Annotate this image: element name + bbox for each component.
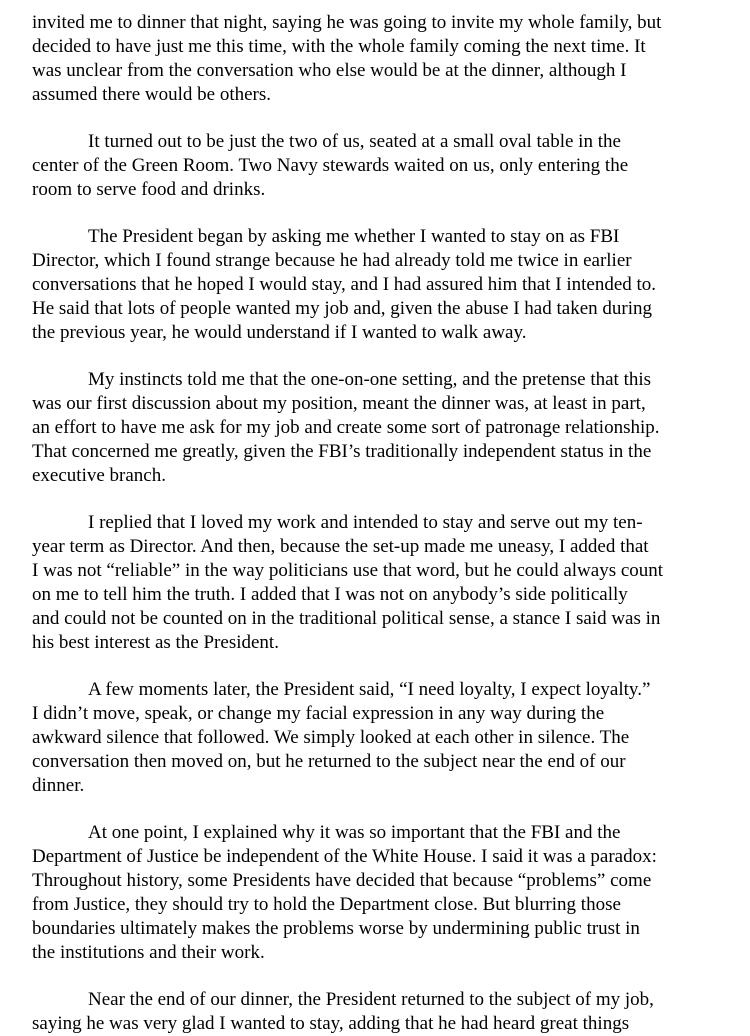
text-line: I was not “reliable” in the way politicians use that word, but he could always count <box>32 560 664 581</box>
text-line: was our first discussion about my position, meant the dinner was, at least in part, <box>32 393 646 414</box>
text-line: was unclear from the conversation who else would be at the dinner, although I <box>32 60 627 81</box>
text-line: conversations that he hoped I would stay, and I had assured him that I intended to. <box>32 274 657 295</box>
text-line: Throughout history, some Presidents have decided that because “problems” come <box>32 870 652 891</box>
text-line: saying he was very glad I wanted to stay, adding that he had heard great things <box>32 1013 630 1034</box>
text-line: I didn’t move, speak, or change my facial expression in any way during the <box>32 703 605 724</box>
text-line: It turned out to be just the two of us, seated at a small oval table in the <box>88 131 621 152</box>
text-line: invited me to dinner that night, saying he was going to invite my whole family, but <box>32 12 662 33</box>
text-line: He said that lots of people wanted my job and, given the abuse I had taken during <box>32 298 652 319</box>
text-line: At one point, I explained why it was so important that the FBI and the <box>88 822 621 843</box>
text-line: the institutions and their work. <box>32 942 265 963</box>
text-line: room to serve food and drinks. <box>32 179 266 200</box>
text-line: A few moments later, the President said, “I need loyalty, I expect loyalty.” <box>88 679 651 700</box>
paragraph <box>32 368 704 488</box>
paragraph <box>32 678 704 798</box>
text-line: That concerned me greatly, given the FBI’s traditionally independent status in the <box>32 441 652 462</box>
text-line: assumed there would be others. <box>32 84 272 105</box>
text-line: Near the end of our dinner, the President returned to the subject of my job, <box>88 989 654 1010</box>
text-line: The President began by asking me whether I wanted to stay on as FBI <box>88 226 620 247</box>
text-line: and could not be counted on in the traditional political sense, a stance I said was in <box>32 608 661 629</box>
paragraph <box>32 11 704 107</box>
text-line: awkward silence that followed. We simply looked at each other in silence. The <box>32 727 630 748</box>
text-line: his best interest as the President. <box>32 632 279 653</box>
text-line: My instincts told me that the one-on-one setting, and the pretense that this <box>88 369 652 390</box>
paragraph <box>32 225 704 345</box>
text-line: conversation then moved on, but he returned to the subject near the end of our <box>32 751 626 772</box>
text-line: the previous year, he would understand if I wanted to walk away. <box>32 322 527 343</box>
text-line: I replied that I loved my work and intended to stay and serve out my ten- <box>88 512 643 533</box>
text-line: decided to have just me this time, with the whole family coming the next time. It <box>32 36 646 57</box>
paragraph <box>32 821 704 965</box>
text-line: on me to tell him the truth. I added that I was not on anybody’s side politically <box>32 584 628 605</box>
text-line: dinner. <box>32 775 85 796</box>
text-line: year term as Director. And then, because the set-up made me uneasy, I added that <box>32 536 649 557</box>
paragraph <box>32 511 704 655</box>
paragraph <box>32 988 704 1036</box>
paragraph <box>32 130 704 202</box>
text-line: Department of Justice be independent of the White House. I said it was a paradox: <box>32 846 657 867</box>
text-line: an effort to have me ask for my job and create some sort of patronage relationship. <box>32 417 660 438</box>
text-line: center of the Green Room. Two Navy stewards waited on us, only entering the <box>32 155 629 176</box>
text-line: executive branch. <box>32 465 166 486</box>
text-line: from Justice, they should try to hold the Department close. But blurring those <box>32 894 621 915</box>
text-line: Director, which I found strange because he had already told me twice in earlier <box>32 250 632 271</box>
text-line: boundaries ultimately makes the problems worse by undermining public trust in <box>32 918 640 939</box>
document-page <box>32 11 704 1036</box>
